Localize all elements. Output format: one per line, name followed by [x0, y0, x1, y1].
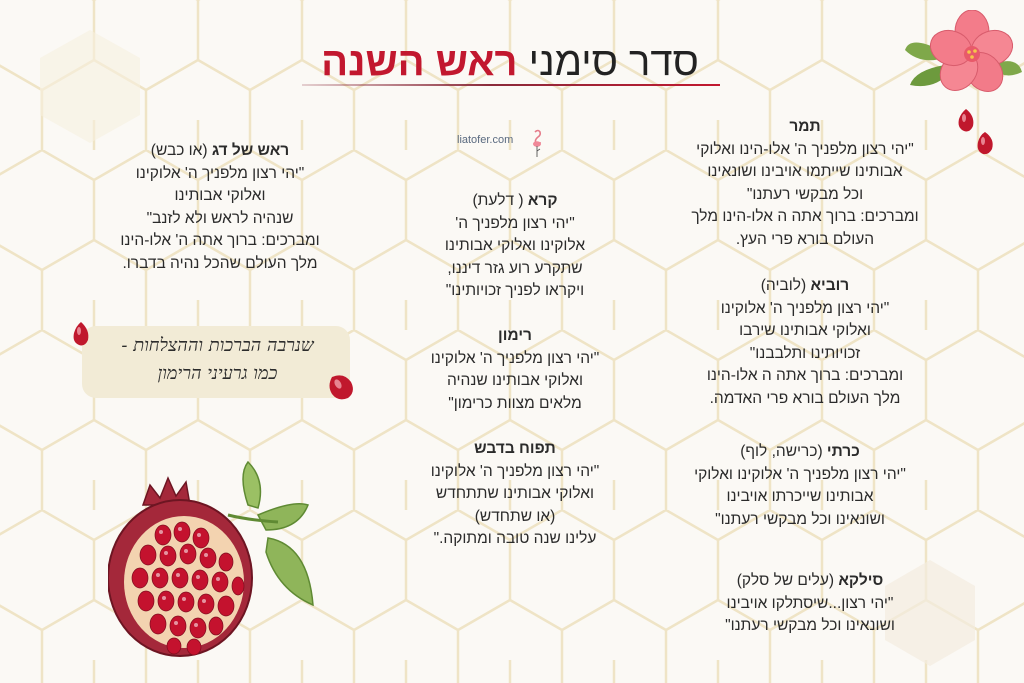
rubia-line: מלך העולם בורא פרי האדמה. — [709, 389, 901, 407]
silka-name: סילקא — [838, 572, 884, 589]
tapuach-name: תפוח בדבש — [474, 440, 556, 457]
title-underline — [302, 84, 720, 86]
block-karti — [650, 441, 950, 531]
seed-icon — [974, 130, 996, 156]
kara-line: שתקרע רוע גזר דיננו, — [447, 259, 583, 277]
page-title — [300, 40, 720, 84]
silka-note: (עלים של סלק) — [736, 572, 839, 589]
title-main: סדר סימני — [528, 40, 699, 84]
rosh-line: שנהיה לראש ולא לזנב" — [146, 209, 294, 227]
title-accent: ראש השנה — [321, 40, 518, 84]
block-rosh — [95, 140, 345, 275]
pomegranate-illustration — [108, 460, 323, 670]
silka-line: ושונאינו וכל מבקשי רעתנו" — [725, 617, 895, 634]
rubia-line: "יהי רצון מלפניך ה' אלוקינו — [720, 299, 890, 317]
karti-line: אבותינו שייכרתו אויבינו — [726, 488, 874, 505]
tamar-line: וכל מבקשי רעתנו" — [746, 185, 864, 203]
karti-line: ושונאינו וכל מבקשי רעתנו" — [715, 510, 885, 528]
flamingo-icon — [528, 128, 546, 158]
tapuach-line: "יהי רצון מלפניך ה' אלוקינו — [430, 462, 600, 480]
rimon-line: מלאים מצוות כרימון" — [448, 394, 582, 412]
tapuach-line: (או שתחדש) — [474, 507, 556, 525]
kara-note: ( דלעת) — [472, 192, 528, 209]
tamar-line: אבותינו שייתמו אויבינו ושונאינו — [707, 163, 903, 180]
kara-line: אלוקינו ואלוקי אבותינו — [444, 237, 586, 254]
blessing-note-line: כמו גרעיני הרימון — [157, 363, 278, 384]
rimon-line: "יהי רצון מלפניך ה' אלוקינו — [430, 349, 600, 367]
karti-line: "יהי רצון מלפניך ה' אלוקינו ואלוקי — [694, 465, 906, 483]
karti-name: כרתי — [826, 443, 860, 460]
seed-icon — [326, 372, 356, 402]
flower-icon — [900, 10, 1024, 100]
rosh-line: ומברכים: ברוך אתה ה' אלו-הינו — [120, 232, 320, 249]
blessing-note-line: שנרבה הברכות וההצלחות - — [121, 335, 314, 356]
tamar-line: העולם בורא פרי העץ. — [735, 230, 875, 248]
karti-note: (כרישה, לוף) — [740, 443, 827, 460]
rosh-line: "יהי רצון מלפניך ה' אלוקינו — [135, 164, 305, 182]
block-tamar — [660, 116, 950, 251]
kara-line: ויקראו לפניך זכויותינו" — [445, 282, 585, 299]
site-url: liatofer.com — [457, 134, 514, 147]
block-kara — [405, 190, 625, 303]
rimon-line: ואלוקי אבותינו שנהיה — [446, 372, 583, 389]
block-silka — [690, 570, 930, 638]
rimon-name: רימון — [498, 327, 532, 344]
seed-icon — [70, 320, 92, 348]
rubia-line: ומברכים: ברוך אתה ה אלו-הינו — [706, 367, 904, 384]
tapuach-line: ואלוקי אבותינו שתתחדש — [435, 485, 595, 502]
block-rubia — [675, 275, 935, 410]
rosh-name: ראש של דג — [211, 142, 290, 159]
rosh-line: מלך העולם שהכל נהיה בדברו. — [122, 254, 318, 272]
rubia-note: (לוביה) — [760, 277, 811, 294]
tamar-line: "יהי רצון מלפניך ה' אלו-הינו ואלוקי — [696, 140, 914, 158]
kara-name: קרא — [527, 192, 558, 209]
rubia-line: זכויותינו ותלבבנו" — [749, 344, 861, 362]
block-rimon — [395, 325, 635, 415]
seed-icon — [956, 108, 976, 134]
tamar-line: ומברכים: ברוך אתה ה אלו-הינו מלך — [691, 208, 919, 225]
blessing-note — [90, 332, 345, 388]
kara-line: "יהי רצון מלפניך ה' — [455, 214, 575, 232]
block-tapuach — [395, 438, 635, 551]
rosh-line: ואלוקי אבותינו — [174, 187, 266, 204]
rosh-note: (או כבש) — [150, 142, 212, 159]
silka-line: "יהי רצון...שיסתלקו אויבינו — [726, 594, 894, 612]
rubia-name: רוביא — [810, 277, 850, 294]
tamar-name: תמר — [789, 118, 821, 135]
rubia-line: ואלוקי אבותינו שירבו — [739, 322, 871, 339]
tapuach-line: עלינו שנה טובה ומתוקה." — [433, 530, 597, 547]
